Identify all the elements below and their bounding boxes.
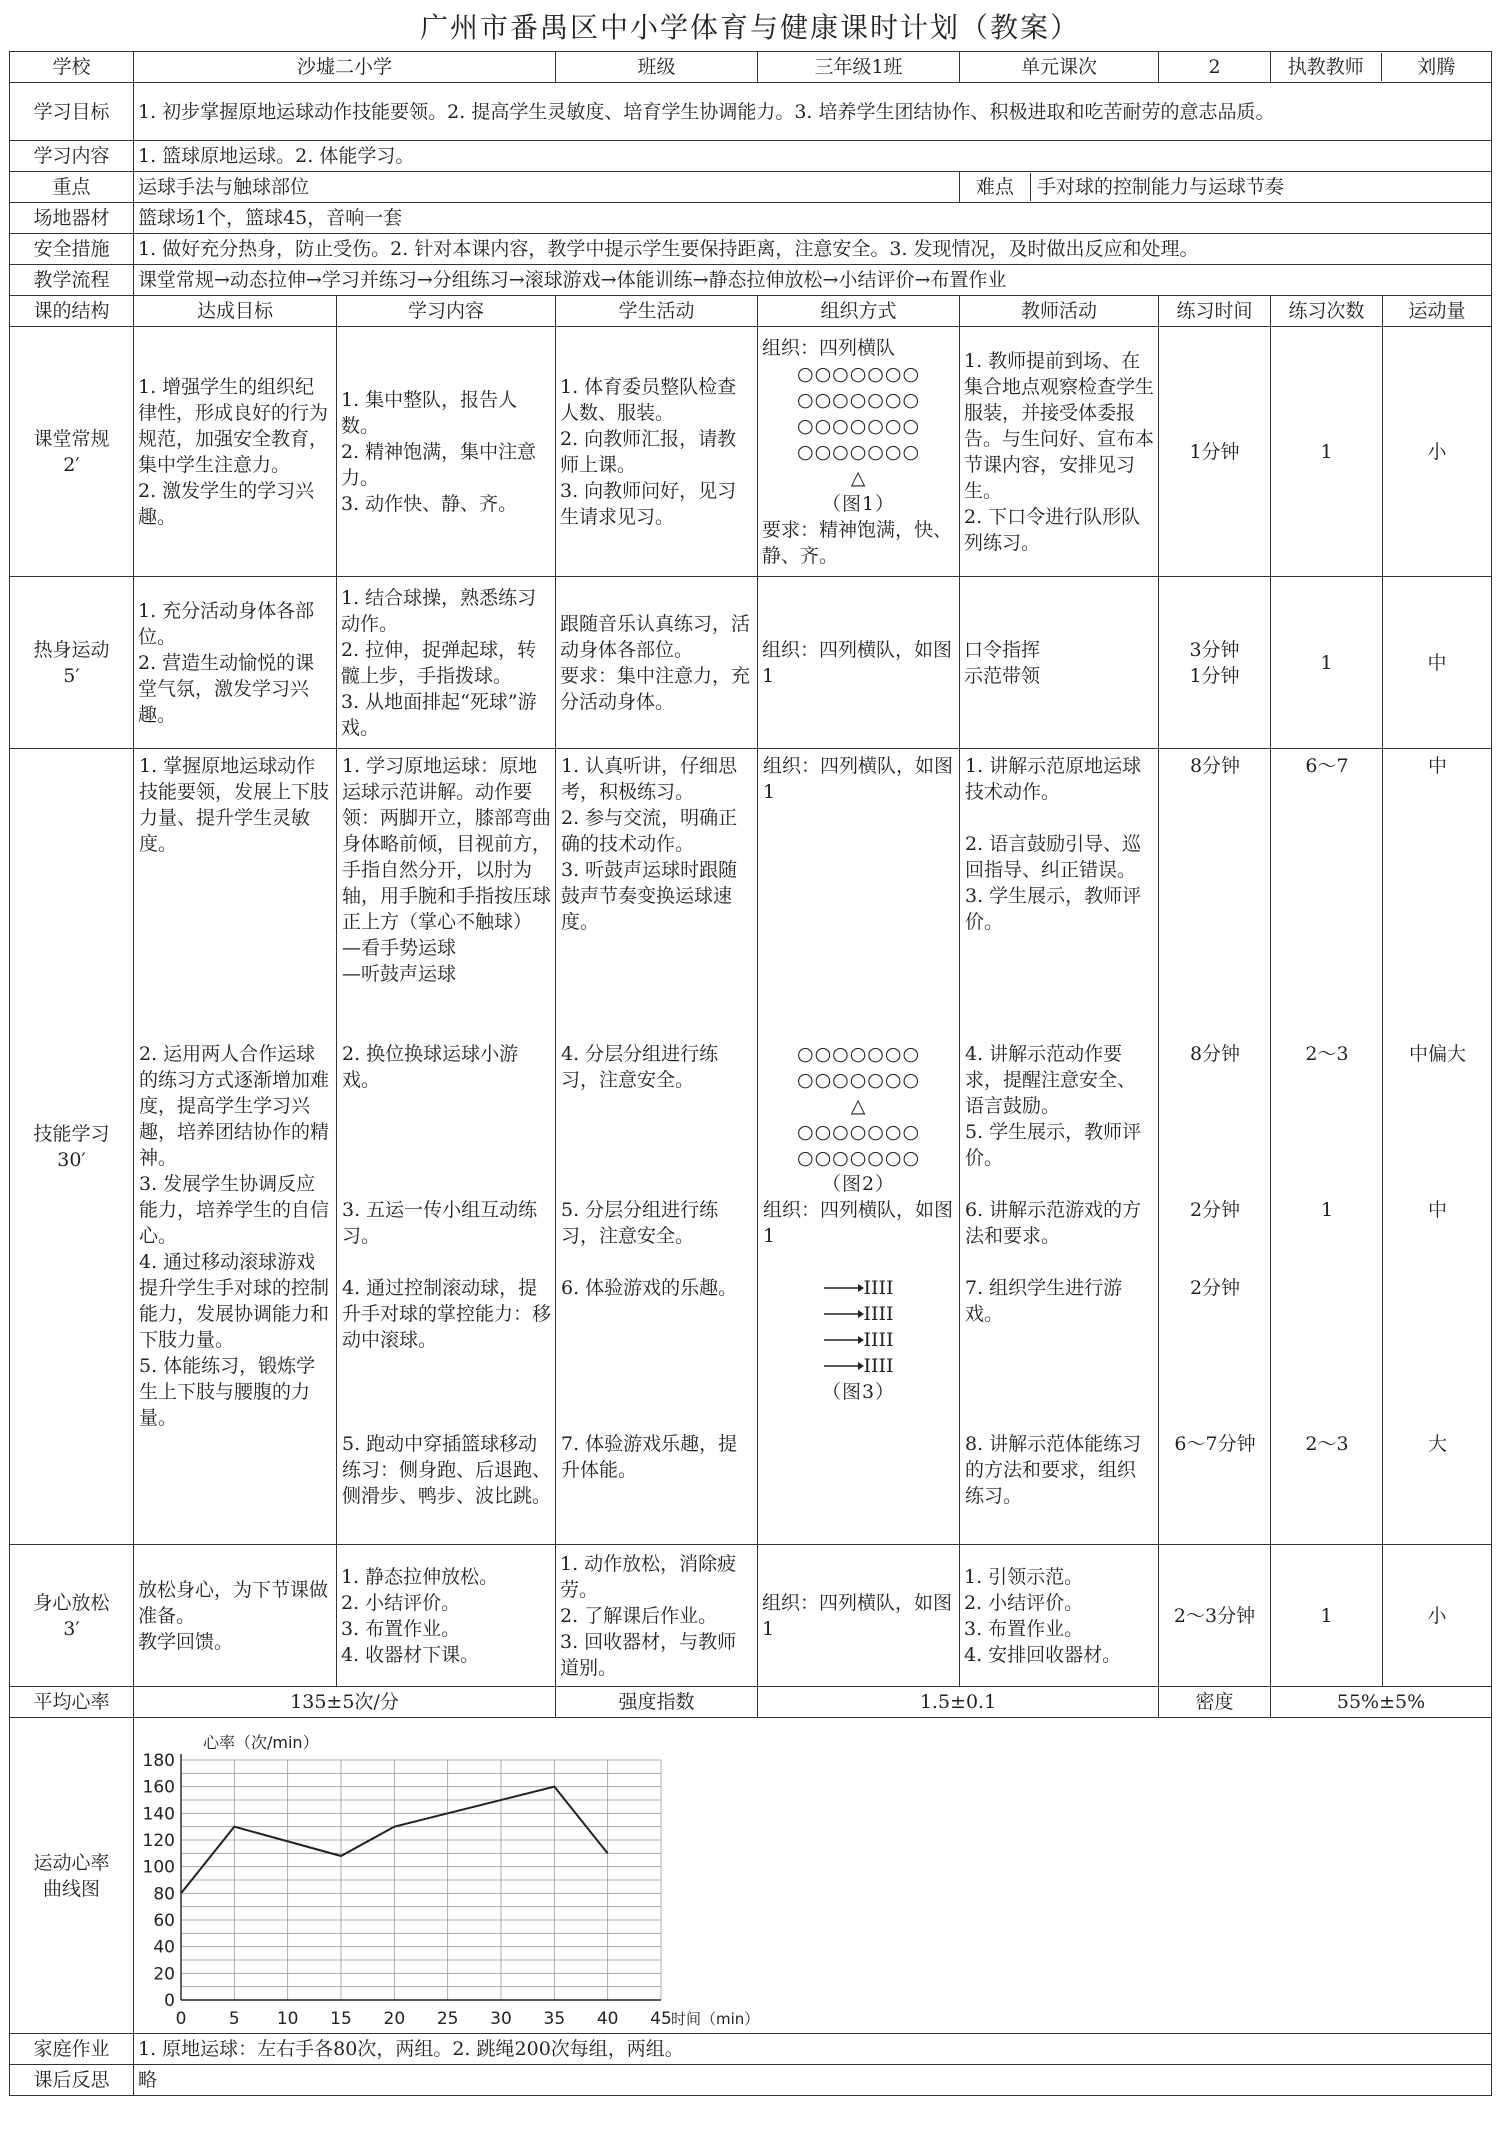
intensity-value: 1.5±0.1 <box>758 1687 1159 1718</box>
routine-load: 小 <box>1383 327 1492 577</box>
skill-count-2: 2～3 <box>1305 1043 1349 1065</box>
skill-content-5: 5. 跑动中穿插篮球移动练习：侧身跑、后退跑、侧滑步、鸭步、波比跳。 <box>342 1433 552 1507</box>
routine-org-requirement: 要求：精神饱满，快、静、齐。 <box>762 518 953 567</box>
col-load: 运动量 <box>1383 296 1492 327</box>
skill-student-5: 7. 体验游戏乐趣，提升体能。 <box>561 1433 738 1481</box>
warmup-org: 组织：四列横队，如图1 <box>758 577 960 749</box>
teacher-marker: △ <box>850 1095 867 1117</box>
col-teacher: 教师活动 <box>960 296 1159 327</box>
teacher-marker: △ <box>850 466 867 489</box>
x-tick-label: 25 <box>436 2009 459 2026</box>
routine-goal: 1. 增强学生的组织纪律性，形成良好的行为规范，加强安全教育，集中学生注意力。 2. 激发学生的学习兴趣。 <box>134 327 337 577</box>
warmup-time: 3分钟 1分钟 <box>1159 577 1271 749</box>
warmup-row <box>10 577 1492 749</box>
warmup-content: 1. 结合球操，熟悉练习动作。 2. 拉伸，捉弹起球，转髋上步，手指拨球。 3. 从地面排起“死球”游戏。 <box>337 577 556 749</box>
content-row <box>10 141 1492 172</box>
content-label: 学习内容 <box>10 141 134 172</box>
arrow-right-icon <box>824 1282 864 1294</box>
fig2-row: ○○○○○○○ <box>796 1147 921 1169</box>
relax-load: 小 <box>1383 1545 1492 1687</box>
skill-teacher-cell <box>960 749 1159 1545</box>
routine-time: 1分钟 <box>1159 327 1271 577</box>
skill-teacher-2: 4. 讲解示范动作要求，提醒注意安全、语言鼓励。 5. 学生展示，教师评价。 <box>965 1043 1142 1169</box>
skill-teacher-3: 6. 讲解示范游戏的方法和要求。 <box>965 1199 1142 1247</box>
skill-count-5: 2～3 <box>1305 1433 1349 1455</box>
content-text: 1. 篮球原地运球。2. 体能学习。 <box>134 141 1492 172</box>
objectives-row <box>10 83 1492 141</box>
x-axis-title: 时间（min） <box>671 2010 760 2026</box>
arrow-right-icon <box>824 1308 864 1320</box>
density-label: 密度 <box>1159 1687 1271 1718</box>
unit-label: 单元课次 <box>960 52 1159 83</box>
figure-3-caption: （图3） <box>821 1381 896 1403</box>
skill-student-3: 5. 分层分组进行练习，注意安全。 <box>561 1199 719 1247</box>
heart-rate-chart <box>134 1718 874 2026</box>
col-goal: 达成目标 <box>134 296 337 327</box>
relax-name: 身心放松 3′ <box>10 1545 134 1687</box>
skill-teacher-5: 8. 讲解示范体能练习的方法和要求，组织练习。 <box>965 1433 1142 1507</box>
y-tick-label: 100 <box>142 1857 175 1878</box>
relax-teacher: 1. 引领示范。 2. 小结评价。 3. 布置作业。 4. 安排回收器材。 <box>960 1545 1159 1687</box>
skill-time-1: 8分钟 <box>1189 755 1241 777</box>
skill-count-cell <box>1271 749 1383 1545</box>
skill-count-3: 1 <box>1320 1199 1334 1221</box>
curve-label: 运动心率 曲线图 <box>10 1718 134 2034</box>
fig2-row: ○○○○○○○ <box>796 1069 921 1091</box>
header-row <box>10 52 1492 83</box>
warmup-teacher: 口令指挥 示范带领 <box>960 577 1159 749</box>
chart-row <box>10 1718 1492 2034</box>
skill-student-1: 1. 认真听讲，仔细思考，积极练习。 2. 参与交流，明确正确的技术动作。 3. 听鼓声运球时跟随鼓声节奏变换运球速度。 <box>561 755 738 933</box>
arrow-right-icon <box>824 1334 864 1346</box>
reflection-row <box>10 2065 1492 2096</box>
warmup-goal: 1. 充分活动身体各部位。 2. 营造生动愉悦的课堂气氛，激发学习兴趣。 <box>134 577 337 749</box>
safety-label: 安全措施 <box>10 234 134 265</box>
figure-1-caption: （图1） <box>821 492 896 515</box>
skill-load-1: 中 <box>1428 755 1448 777</box>
safety-text: 1. 做好充分热身，防止受伤。2. 针对本课内容，教学中提示学生要保持距离，注意安全。3. 发现情况，及时做出反应和处理。 <box>134 234 1492 265</box>
hr-label: 平均心率 <box>10 1687 134 1718</box>
skill-content-2: 2. 换位换球运球小游戏。 <box>342 1043 519 1091</box>
reflection-text: 略 <box>134 2065 1492 2096</box>
flow-text: 课堂常规→动态拉伸→学习并练习→分组练习→滚球游戏→体能训练→静态拉伸放松→小结评价→布置作业 <box>134 265 1492 296</box>
col-org: 组织方式 <box>758 296 960 327</box>
warmup-count: 1 <box>1271 577 1383 749</box>
relax-student: 1. 动作放松，消除疲劳。 2. 了解课后作业。 3. 回收器材，与教师道别。 <box>556 1545 758 1687</box>
skill-load-2: 中偏大 <box>1409 1043 1467 1065</box>
lesson-plan-table <box>9 51 1492 2096</box>
equipment-row <box>10 203 1492 234</box>
routine-org <box>758 327 960 577</box>
fig3-lane-mark: IIII <box>863 1329 894 1351</box>
skill-load-3: 中 <box>1428 1199 1448 1221</box>
y-tick-label: 0 <box>164 1991 175 2011</box>
routine-content: 1. 集中整队，报告人数。 2. 精神饱满，集中注意力。 3. 动作快、静、齐。 <box>337 327 556 577</box>
skill-org-3: 组织：四列横队，如图1 <box>763 1199 954 1247</box>
x-tick-label: 35 <box>543 2009 566 2026</box>
y-tick-label: 20 <box>153 1964 175 1985</box>
fig3-lane <box>762 1353 955 1379</box>
y-tick-label: 80 <box>153 1884 175 1905</box>
y-tick-label: 180 <box>142 1751 175 1771</box>
skill-content-cell <box>337 749 556 1545</box>
skill-time-cell <box>1159 749 1271 1545</box>
relax-content: 1. 静态拉伸放松。 2. 小结评价。 3. 布置作业。 4. 收器材下课。 <box>337 1545 556 1687</box>
x-tick-label: 5 <box>228 2009 240 2026</box>
homework-row <box>10 2034 1492 2065</box>
stats-row <box>10 1687 1492 1718</box>
key-label: 重点 <box>10 172 134 203</box>
teacher-cell <box>1271 52 1492 83</box>
skill-time-2: 8分钟 <box>1189 1043 1241 1065</box>
col-time: 练习时间 <box>1159 296 1271 327</box>
y-tick-label: 40 <box>153 1937 175 1958</box>
fig2-row: ○○○○○○○ <box>796 1043 921 1065</box>
difficulty-label: 难点 <box>960 173 1031 201</box>
warmup-name: 热身运动 5′ <box>10 577 134 749</box>
reflection-label: 课后反思 <box>10 2065 134 2096</box>
x-tick-label: 45 <box>650 2009 672 2026</box>
hr-value: 135±5次/分 <box>134 1687 556 1718</box>
figure-3 <box>762 1275 955 1405</box>
skill-row <box>10 749 1492 1545</box>
unit-value: 2 <box>1159 52 1271 83</box>
teacher-value: 刘腾 <box>1417 56 1456 78</box>
teacher-label: 执教教师 <box>1271 53 1382 81</box>
col-content: 学习内容 <box>337 296 556 327</box>
intensity-label: 强度指数 <box>556 1687 758 1718</box>
col-structure: 课的结构 <box>10 296 134 327</box>
key-text: 运球手法与触球部位 <box>134 172 960 203</box>
x-tick-label: 20 <box>383 2009 406 2026</box>
x-tick-label: 40 <box>596 2009 619 2026</box>
column-header-row <box>10 296 1492 327</box>
skill-time-4: 2分钟 <box>1189 1277 1241 1299</box>
fig3-lane-mark: IIII <box>863 1355 894 1377</box>
x-tick-label: 10 <box>276 2009 299 2026</box>
skill-load-5: 大 <box>1428 1433 1448 1455</box>
skill-content-3: 3. 五运一传小组互动练习。 <box>342 1199 538 1247</box>
warmup-student: 跟随音乐认真练习，活动身体各部位。 要求：集中注意力，充分活动身体。 <box>556 577 758 749</box>
figure-2 <box>762 1041 955 1197</box>
skill-goal-2: 2. 运用两人合作运球的练习方式逐渐增加难度，提高学生学习兴趣，培养团结协作的精神。 3. 发展学生协调反应能力，培养学生的自信心。 4. 通过移动滚球游戏提升学生手对球的控制能力，发展协调能力和下肢力量。 5. 体能练习，锻炼学生上下肢与腰腹的力量。 <box>139 1043 330 1429</box>
equipment-label: 场地器材 <box>10 203 134 234</box>
fig3-lane <box>762 1301 955 1327</box>
objectives-label: 学习目标 <box>10 83 134 141</box>
skill-student-4: 6. 体验游戏的乐趣。 <box>561 1277 738 1299</box>
x-tick-label: 0 <box>175 2009 187 2026</box>
skill-teacher-4: 7. 组织学生进行游戏。 <box>965 1277 1123 1325</box>
routine-student: 1. 体育委员整队检查人数、服装。 2. 向教师汇报，请教师上课。 3. 向教师问好，见习生请求见习。 <box>556 327 758 577</box>
difficulty-cell <box>960 172 1492 203</box>
school-label: 学校 <box>10 52 134 83</box>
homework-label: 家庭作业 <box>10 2034 134 2065</box>
relax-count: 1 <box>1271 1545 1383 1687</box>
skill-student-2: 4. 分层分组进行练习，注意安全。 <box>561 1043 719 1091</box>
routine-count: 1 <box>1271 327 1383 577</box>
skill-org-1: 组织：四列横队，如图1 <box>763 755 954 803</box>
homework-text: 1. 原地运球：左右手各80次，两组。2. 跳绳200次每组，两组。 <box>134 2034 1492 2065</box>
fig2-row: ○○○○○○○ <box>796 1121 921 1143</box>
y-tick-label: 140 <box>142 1804 175 1825</box>
relax-time: 2～3分钟 <box>1159 1545 1271 1687</box>
fig3-lane <box>762 1275 955 1301</box>
relax-org: 组织：四列横队，如图1 <box>758 1545 960 1687</box>
col-student: 学生活动 <box>556 296 758 327</box>
skill-student-cell <box>556 749 758 1545</box>
fig3-lane-mark: IIII <box>863 1277 894 1299</box>
skill-time-3: 2分钟 <box>1189 1199 1241 1221</box>
relax-goal: 放松身心，为下节课做准备。 教学回馈。 <box>134 1545 337 1687</box>
routine-org-row: ○○○○○○○ <box>796 414 921 437</box>
routine-org-title: 组织：四列横队 <box>762 336 896 359</box>
y-tick-label: 60 <box>153 1911 175 1931</box>
key-row <box>10 172 1492 203</box>
class-label: 班级 <box>556 52 758 83</box>
x-tick-label: 15 <box>330 2009 352 2026</box>
class-value: 三年级1班 <box>758 52 960 83</box>
skill-goal-1: 1. 掌握原地运球动作技能要领，发展上下肢力量、提升学生灵敏度。 <box>139 755 330 855</box>
routine-row <box>10 327 1492 577</box>
flow-label: 教学流程 <box>10 265 134 296</box>
skill-content-4: 4. 通过控制滚动球，提升手对球的掌控能力：移动中滚球。 <box>342 1277 552 1351</box>
equipment-text: 篮球场1个，篮球45，音响一套 <box>134 203 1492 234</box>
skill-count-1: 6～7 <box>1305 755 1349 777</box>
routine-org-row: ○○○○○○○ <box>796 362 921 385</box>
fig3-lane-mark: IIII <box>863 1303 894 1325</box>
skill-goal-cell <box>134 749 337 1545</box>
skill-content-1: 1. 学习原地运球：原地运球示范讲解。动作要领：两脚开立，膝部弯曲身体略前倾，目视前方，手指自然分开，以肘为轴，用手腕和手指按压球正上方（掌心不触球） —看手势运球 —听鼓声运球 <box>342 755 552 985</box>
routine-org-row: ○○○○○○○ <box>796 388 921 411</box>
flow-row <box>10 265 1492 296</box>
skill-load-cell <box>1383 749 1492 1545</box>
skill-teacher-1: 1. 讲解示范原地运球技术动作。 2. 语言鼓励引导、巡回指导、纠正错误。 3. 学生展示，教师评价。 <box>965 755 1142 933</box>
relax-row <box>10 1545 1492 1687</box>
safety-row <box>10 234 1492 265</box>
routine-name: 课堂常规 2′ <box>10 327 134 577</box>
routine-teacher: 1. 教师提前到场、在集合地点观察检查学生服装，并接受体委报告。与生问好、宣布本节课内容，安排见习生。 2. 下口令进行队形队列练习。 <box>960 327 1159 577</box>
difficulty-text: 手对球的控制能力与运球节奏 <box>1037 176 1285 198</box>
objectives-text: 1. 初步掌握原地运球动作技能要领。2. 提高学生灵敏度、培育学生协调能力。3. 培养学生团结协作、积极进取和吃苦耐劳的意志品质。 <box>134 83 1492 141</box>
skill-org-cell <box>758 749 960 1545</box>
fig3-lane <box>762 1327 955 1353</box>
col-count: 练习次数 <box>1271 296 1383 327</box>
skill-name: 技能学习 30′ <box>10 749 134 1545</box>
y-axis-title: 心率（次/min） <box>203 1733 319 1752</box>
skill-time-5: 6～7分钟 <box>1174 1433 1256 1455</box>
density-value: 55%±5% <box>1271 1687 1492 1718</box>
figure-2-caption: （图2） <box>821 1173 896 1195</box>
chart-cell <box>134 1718 1492 2034</box>
document-title: 广州市番禺区中小学体育与健康课时计划（教案） <box>419 11 1080 44</box>
arrow-right-icon <box>824 1360 864 1372</box>
y-tick-label: 160 <box>142 1777 175 1798</box>
warmup-load: 中 <box>1383 577 1492 749</box>
routine-org-row: ○○○○○○○ <box>796 440 921 463</box>
y-tick-label: 120 <box>142 1831 175 1851</box>
school-value: 沙墟二小学 <box>134 52 556 83</box>
x-tick-label: 30 <box>490 2009 512 2026</box>
